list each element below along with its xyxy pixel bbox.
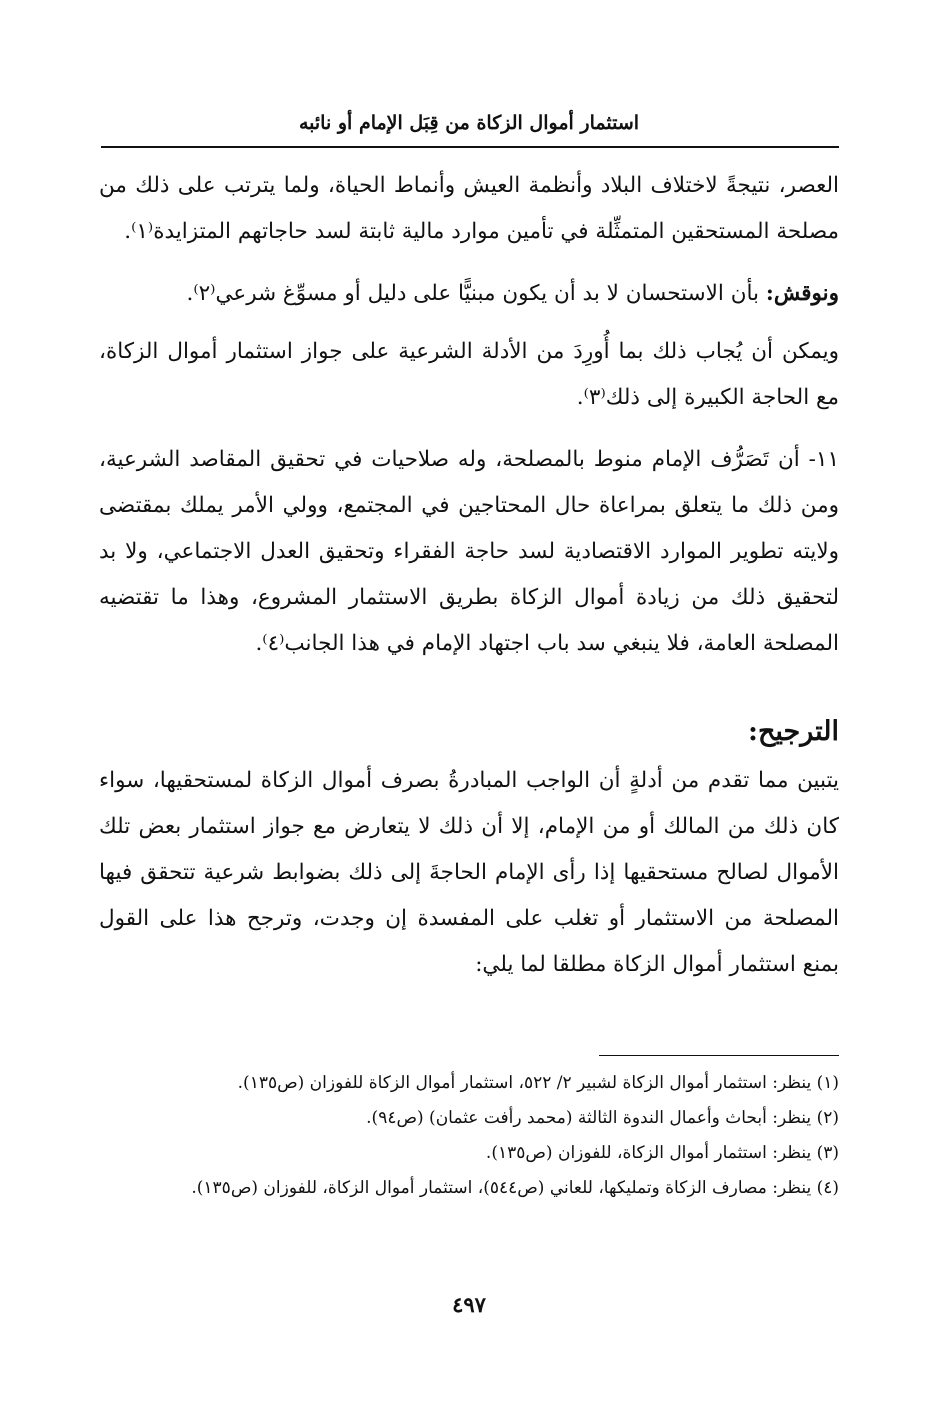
body-paragraph-3: ويمكن أن يُجاب ذلك بما أُورِدَ من الأدلة الشرعية على جواز استثمار أموال الزكاة، مع الحاجة الكبيرة إلى ذلك⁽٣⁾.	[99, 339, 839, 410]
body-paragraph-1: العصر، نتيجةً لاختلاف البلاد وأنظمة العيش وأنماط الحياة، ولما يترتب على ذلك من مصلحة المستحقين المتمثِّلة في تأمين موارد مالية ثابتة لسد حاجاتهم المتزايدة⁽١⁾.	[99, 173, 839, 244]
section-heading: الترجيح:	[747, 716, 839, 747]
footnote-1: (١) ينظر: استثمار أموال الزكاة لشبير ٢/ ٥٢٢، استثمار أموال الزكاة للفوزان (ص١٣٥).	[237, 1073, 839, 1093]
page-number: ٤٩٧	[452, 1292, 486, 1317]
body-paragraph-5: يتبين مما تقدم من أدلةٍ أن الواجب المبادرةُ بصرف أموال الزكاة لمستحقيها، سواء كان ذلك من المالك أو من الإمام، إلا أن ذلك لا يتعارض مع جواز استثمار بعض تلك الأموال لصالح مستحقيها إذا رأى الإمام الحاجةَ إلى ذلك بضوابط شرعية تتحقق فيها المصلحة من الاستثمار أو تغلب على المفسدة إن وجدت، وترجح هذا على القول بمنع استثمار أموال الزكاة مطلقا لما يلي:	[99, 768, 839, 977]
footnote-4: (٤) ينظر: مصارف الزكاة وتمليكها، للعاني (ص٥٤٤)، استثمار أموال الزكاة، للفوزان (ص١٣٥).	[191, 1178, 839, 1198]
footnote-divider	[599, 1055, 839, 1056]
footnotes-list	[99, 1066, 839, 1206]
header-divider	[101, 146, 839, 148]
objection-text: بأن الاستحسان لا بد أن يكون مبنيًّا على دليل أو مسوِّغ شرعي⁽٢⁾.	[186, 281, 766, 306]
objection-lead: ونوقش:	[765, 281, 839, 306]
footnote-2: (٢) ينظر: أبحاث وأعمال الندوة الثالثة (محمد رأفت عثمان) (ص٩٤).	[366, 1108, 839, 1128]
footnote-3: (٣) ينظر: استثمار أموال الزكاة، للفوزان (ص١٣٥).	[485, 1143, 839, 1163]
body-paragraph-4: ١١- أن تَصَرُّف الإمام منوط بالمصلحة، وله صلاحيات في تحقيق المقاصد الشرعية، ومن ذلك ما يتعلق بمراعاة حال المحتاجين في المجتمع، وولي الأمر يملك بمقتضى ولايته تطوير الموارد الاقتصادية لسد حاجة الفقراء وتحقيق العدل الاجتماعي، ولا بد لتحقيق ذلك من زيادة أموال الزكاة بطريق الاستثمار المشروع، وهذا ما تقتضيه المصلحة العامة، فلا ينبغي سد باب اجتهاد الإمام في هذا الجانب⁽٤⁾.	[99, 447, 839, 656]
body-paragraph-2	[99, 271, 839, 317]
running-header-title: استثمار أموال الزكاة من قِبَل الإمام أو نائبه	[298, 112, 640, 134]
